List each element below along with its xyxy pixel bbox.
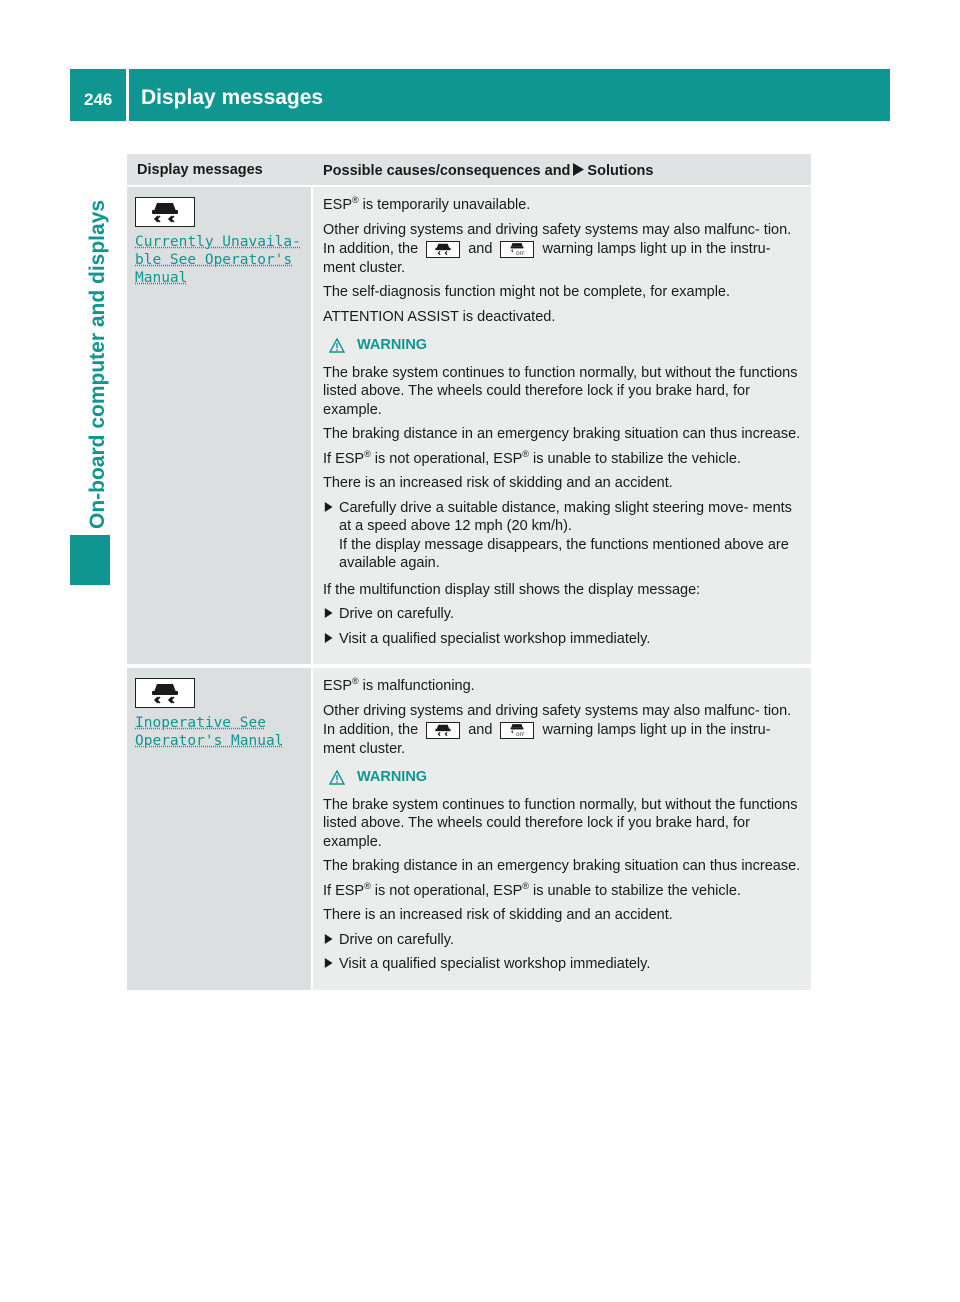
chapter-side-block xyxy=(70,535,110,585)
esp-skid-lamp-icon xyxy=(426,722,460,739)
col-header-solutions-text: Solutions xyxy=(587,163,654,179)
paragraph: Other driving systems and driving safety systems may also malfunc‐ tion. xyxy=(323,221,792,238)
paragraph: Other driving systems and driving safety systems may also malfunc‐ tion. xyxy=(323,702,792,719)
col-header-causes-text: Possible causes/consequences and xyxy=(323,163,571,179)
action-arrow-icon xyxy=(323,931,339,944)
svg-text:OFF: OFF xyxy=(516,251,526,256)
paragraph: If ESP® is not operational, ESP® is unable to stabilize the vehicle. xyxy=(323,880,741,899)
paragraph: The brake system continues to function normally, but without the functions listed above. The wheels could therefore lock if you brake hard, for example. xyxy=(323,796,798,850)
paragraph: The braking distance in an emergency braking situation can thus increase. xyxy=(323,858,801,874)
action-arrow-icon xyxy=(323,499,339,512)
paragraph: If the multifunction display still shows the display message: xyxy=(323,581,701,598)
display-message-cell xyxy=(127,187,313,664)
paragraph: In addition, the and OFF warning lamps light up in the instru‐ ment cluster. xyxy=(323,722,771,757)
display-message-text: Inoperative See Operator's Manual xyxy=(135,715,284,749)
esp-off-lamp-icon xyxy=(500,241,534,258)
page-number: 246 xyxy=(84,90,113,109)
action-item: Drive on carefully. xyxy=(323,931,803,950)
display-messages-table xyxy=(127,154,811,994)
paragraph: If ESP® is not operational, ESP® is unable to stabilize the vehicle. xyxy=(323,448,741,467)
action-item: Carefully drive a suitable distance, making slight steering move‐ ments at a speed above 12 mph (20 km/h). If the display message disappears, the functions mentioned above are available again. xyxy=(323,499,803,573)
esp-skid-car-icon xyxy=(135,197,195,227)
display-message-cell xyxy=(127,668,313,990)
paragraph: ESP® is malfunctioning. xyxy=(323,676,475,694)
esp-off-lamp-icon xyxy=(500,722,534,739)
action-arrow-icon xyxy=(323,605,339,618)
paragraph: ESP® is temporarily unavailable. xyxy=(323,195,531,213)
paragraph: The brake system continues to function normally, but without the functions listed above. The wheels could therefore lock if you brake hard, for example. xyxy=(323,364,798,418)
display-message-text: Currently Unavaila‐ ble See Operator's Manual xyxy=(135,234,301,286)
col-header-causes-solutions xyxy=(313,154,811,185)
action-item: Visit a qualified specialist workshop immediately. xyxy=(323,630,803,649)
warning-triangle-icon xyxy=(329,338,345,353)
header-divider xyxy=(126,69,129,121)
paragraph: The self-diagnosis function might not be complete, for example. xyxy=(323,284,731,300)
esp-skid-lamp-icon xyxy=(426,241,460,258)
causes-solutions-cell xyxy=(313,187,811,664)
table-row xyxy=(127,187,811,668)
paragraph: There is an increased risk of skidding and an accident. xyxy=(323,907,673,923)
warning-heading: WARNING xyxy=(329,768,803,787)
warning-triangle-icon xyxy=(329,770,345,785)
esp-skid-car-icon xyxy=(135,678,195,708)
table-row xyxy=(127,668,811,994)
causes-solutions-cell xyxy=(313,668,811,990)
svg-text:OFF: OFF xyxy=(516,732,526,737)
paragraph: ATTENTION ASSIST is deactivated. xyxy=(323,308,556,325)
action-item: Visit a qualified specialist workshop immediately. xyxy=(323,955,803,974)
action-item: Drive on carefully. xyxy=(323,605,803,624)
chapter-side-label: On-board computer and displays xyxy=(86,199,109,529)
paragraph: In addition, the and OFF warning lamps light up in the instru‐ ment cluster. xyxy=(323,241,771,276)
paragraph: There is an increased risk of skidding and an accident. xyxy=(323,475,673,491)
col-header-display-messages: Display messages xyxy=(137,162,263,178)
page-title: Display messages xyxy=(141,86,324,109)
warning-heading: WARNING xyxy=(329,336,803,355)
table-header xyxy=(127,154,811,187)
action-arrow-icon xyxy=(323,630,339,643)
action-arrow-icon xyxy=(323,955,339,968)
action-arrow-icon xyxy=(573,163,584,176)
paragraph: The braking distance in an emergency braking situation can thus increase. xyxy=(323,426,801,442)
